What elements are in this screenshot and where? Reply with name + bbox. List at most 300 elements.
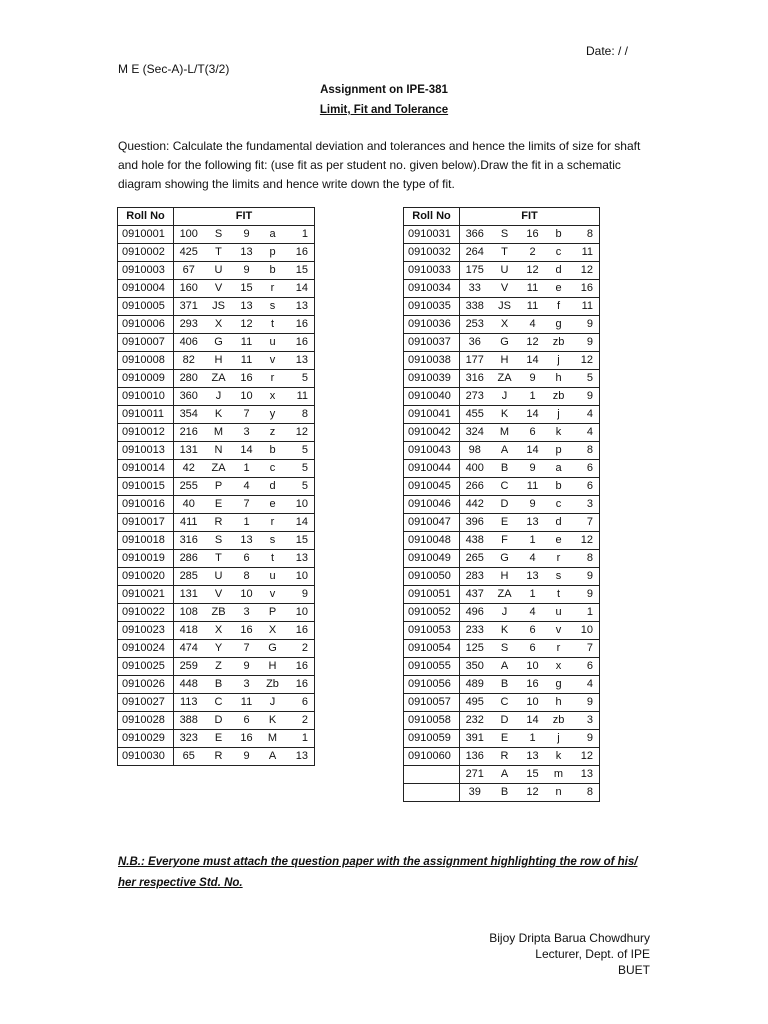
basic-size-cell: 283 — [460, 568, 490, 586]
hole-grade-cell: 12 — [234, 316, 260, 334]
table-row — [118, 280, 315, 298]
basic-size-cell: 425 — [174, 244, 204, 262]
shaft-grade-cell: 8 — [572, 442, 600, 460]
shaft-grade-cell: 5 — [286, 370, 315, 388]
basic-size-cell: 350 — [460, 658, 490, 676]
shaft-letter-cell: g — [546, 676, 572, 694]
roll-no-cell: 0910007 — [118, 334, 174, 352]
shaft-grade-cell: 4 — [572, 424, 600, 442]
shaft-grade-cell: 3 — [572, 712, 600, 730]
roll-no-cell: 0910025 — [118, 658, 174, 676]
roll-no-cell: 0910040 — [404, 388, 460, 406]
hole-grade-cell: 10 — [520, 694, 546, 712]
table-row — [404, 658, 600, 676]
shaft-grade-cell: 10 — [286, 496, 315, 514]
hole-letter-cell: J — [490, 388, 520, 406]
hole-letter-cell: A — [490, 766, 520, 784]
hole-grade-cell: 10 — [234, 586, 260, 604]
table-row — [118, 496, 315, 514]
shaft-letter-cell: e — [260, 496, 286, 514]
table-row — [118, 568, 315, 586]
hole-grade-cell: 2 — [520, 244, 546, 262]
hole-grade-cell: 12 — [520, 334, 546, 352]
roll-no-cell: 0910001 — [118, 226, 174, 244]
basic-size-cell: 125 — [460, 640, 490, 658]
hole-letter-cell: B — [204, 676, 234, 694]
shaft-grade-cell: 6 — [572, 658, 600, 676]
basic-size-cell: 232 — [460, 712, 490, 730]
table-row — [118, 352, 315, 370]
basic-size-cell: 131 — [174, 442, 204, 460]
shaft-letter-cell: r — [260, 370, 286, 388]
basic-size-cell: 160 — [174, 280, 204, 298]
basic-size-cell: 113 — [174, 694, 204, 712]
hole-letter-cell: J — [490, 604, 520, 622]
shaft-letter-cell: f — [546, 298, 572, 316]
roll-no-cell: 0910043 — [404, 442, 460, 460]
shaft-grade-cell: 9 — [572, 694, 600, 712]
hole-letter-cell: U — [490, 262, 520, 280]
hole-letter-cell: B — [490, 460, 520, 478]
shaft-grade-cell: 11 — [572, 298, 600, 316]
table-row — [118, 262, 315, 280]
shaft-letter-cell: e — [546, 532, 572, 550]
roll-no-cell: 0910038 — [404, 352, 460, 370]
basic-size-cell: 233 — [460, 622, 490, 640]
shaft-letter-cell: x — [546, 658, 572, 676]
table-row — [118, 442, 315, 460]
roll-no-cell: 0910005 — [118, 298, 174, 316]
roll-no-cell: 0910014 — [118, 460, 174, 478]
hole-letter-cell: R — [204, 514, 234, 532]
hole-letter-cell: C — [490, 694, 520, 712]
shaft-letter-cell: Zb — [260, 676, 286, 694]
roll-no-cell: 0910060 — [404, 748, 460, 766]
hole-grade-cell: 11 — [520, 298, 546, 316]
hole-letter-cell: F — [490, 532, 520, 550]
hole-grade-cell: 15 — [520, 766, 546, 784]
shaft-grade-cell: 4 — [572, 676, 600, 694]
basic-size-cell: 371 — [174, 298, 204, 316]
hole-letter-cell: A — [490, 658, 520, 676]
basic-size-cell: 42 — [174, 460, 204, 478]
hole-grade-cell: 11 — [234, 352, 260, 370]
table-row — [404, 604, 600, 622]
shaft-letter-cell: c — [260, 460, 286, 478]
hole-letter-cell: V — [204, 280, 234, 298]
table-row — [404, 676, 600, 694]
roll-no-cell: 0910019 — [118, 550, 174, 568]
subtitle-text: Limit, Fit and Tolerance — [319, 104, 449, 116]
note — [118, 852, 653, 894]
hole-grade-cell: 3 — [234, 424, 260, 442]
shaft-grade-cell: 9 — [572, 730, 600, 748]
table-row — [404, 406, 600, 424]
shaft-grade-cell: 2 — [286, 640, 315, 658]
shaft-grade-cell: 8 — [286, 406, 315, 424]
hole-grade-cell: 9 — [234, 226, 260, 244]
shaft-grade-cell: 13 — [572, 766, 600, 784]
roll-no-cell: 0910035 — [404, 298, 460, 316]
hole-grade-cell: 6 — [520, 640, 546, 658]
basic-size-cell: 354 — [174, 406, 204, 424]
shaft-letter-cell: j — [546, 352, 572, 370]
basic-size-cell: 33 — [460, 280, 490, 298]
shaft-grade-cell: 11 — [286, 388, 315, 406]
shaft-letter-cell: z — [260, 424, 286, 442]
shaft-letter-cell: k — [546, 424, 572, 442]
hole-letter-cell: R — [490, 748, 520, 766]
hole-letter-cell: D — [490, 496, 520, 514]
hole-letter-cell: G — [490, 334, 520, 352]
roll-no-cell: 0910056 — [404, 676, 460, 694]
basic-size-cell: 39 — [460, 784, 490, 802]
table-row — [404, 370, 600, 388]
hole-letter-cell: Y — [204, 640, 234, 658]
table-row — [404, 280, 600, 298]
signature-institution: BUET — [617, 963, 650, 977]
hole-letter-cell: E — [490, 514, 520, 532]
basic-size-cell: 411 — [174, 514, 204, 532]
basic-size-cell: 82 — [174, 352, 204, 370]
basic-size-cell: 316 — [174, 532, 204, 550]
hole-grade-cell: 13 — [234, 298, 260, 316]
basic-size-cell: 438 — [460, 532, 490, 550]
roll-no-cell: 0910020 — [118, 568, 174, 586]
roll-no-cell: 0910045 — [404, 478, 460, 496]
hole-grade-cell: 16 — [520, 226, 546, 244]
roll-no-cell: 0910021 — [118, 586, 174, 604]
shaft-letter-cell: J — [260, 694, 286, 712]
shaft-grade-cell: 5 — [286, 442, 315, 460]
hole-grade-cell: 10 — [234, 388, 260, 406]
hole-letter-cell: JS — [490, 298, 520, 316]
hole-letter-cell: T — [204, 244, 234, 262]
hole-grade-cell: 7 — [234, 496, 260, 514]
hole-letter-cell: JS — [204, 298, 234, 316]
table-row — [404, 460, 600, 478]
hole-grade-cell: 11 — [234, 694, 260, 712]
basic-size-cell: 448 — [174, 676, 204, 694]
shaft-grade-cell: 8 — [572, 550, 600, 568]
roll-no-cell: 0910050 — [404, 568, 460, 586]
shaft-letter-cell: v — [260, 352, 286, 370]
hole-letter-cell: S — [204, 226, 234, 244]
shaft-grade-cell: 6 — [572, 460, 600, 478]
basic-size-cell: 98 — [460, 442, 490, 460]
roll-no-cell: 0910027 — [118, 694, 174, 712]
shaft-letter-cell: j — [546, 730, 572, 748]
table-row — [404, 388, 600, 406]
hole-grade-cell: 14 — [520, 352, 546, 370]
shaft-letter-cell: b — [260, 262, 286, 280]
basic-size-cell: 496 — [460, 604, 490, 622]
table-row — [118, 532, 315, 550]
basic-size-cell: 286 — [174, 550, 204, 568]
hole-grade-cell: 11 — [520, 280, 546, 298]
basic-size-cell: 400 — [460, 460, 490, 478]
roll-no-cell: 0910024 — [118, 640, 174, 658]
hole-grade-cell: 16 — [520, 676, 546, 694]
hole-grade-cell: 9 — [234, 658, 260, 676]
shaft-letter-cell: t — [546, 586, 572, 604]
roll-no-cell: 0910059 — [404, 730, 460, 748]
shaft-grade-cell: 16 — [572, 280, 600, 298]
shaft-letter-cell: m — [546, 766, 572, 784]
shaft-grade-cell: 1 — [572, 604, 600, 622]
roll-no-cell: 0910029 — [118, 730, 174, 748]
shaft-letter-cell: g — [546, 316, 572, 334]
shaft-grade-cell: 13 — [286, 550, 315, 568]
roll-no-cell: 0910008 — [118, 352, 174, 370]
hole-letter-cell: ZA — [490, 370, 520, 388]
roll-no-cell: 0910004 — [118, 280, 174, 298]
table-row — [404, 550, 600, 568]
hole-letter-cell: S — [490, 640, 520, 658]
shaft-grade-cell: 9 — [572, 586, 600, 604]
hole-letter-cell: ZB — [204, 604, 234, 622]
basic-size-cell: 391 — [460, 730, 490, 748]
hole-grade-cell: 14 — [234, 442, 260, 460]
shaft-letter-cell: r — [260, 280, 286, 298]
roll-no-cell: 0910031 — [404, 226, 460, 244]
roll-no-cell: 0910022 — [118, 604, 174, 622]
hole-grade-cell: 6 — [520, 622, 546, 640]
table-row — [404, 352, 600, 370]
shaft-letter-cell: v — [546, 622, 572, 640]
shaft-letter-cell: h — [546, 694, 572, 712]
basic-size-cell: 273 — [460, 388, 490, 406]
hole-letter-cell: J — [204, 388, 234, 406]
roll-no-cell: 0910047 — [404, 514, 460, 532]
table-row — [404, 298, 600, 316]
table-row — [404, 478, 600, 496]
basic-size-cell: 67 — [174, 262, 204, 280]
shaft-letter-cell: y — [260, 406, 286, 424]
fit-header: FIT — [174, 208, 315, 226]
table-row — [404, 712, 600, 730]
hole-letter-cell: K — [204, 406, 234, 424]
hole-letter-cell: P — [204, 478, 234, 496]
roll-no-cell: 0910044 — [404, 460, 460, 478]
shaft-letter-cell: r — [260, 514, 286, 532]
hole-letter-cell: E — [204, 496, 234, 514]
assignment-title: Assignment on IPE-381 — [320, 84, 448, 96]
hole-grade-cell: 1 — [520, 388, 546, 406]
hole-grade-cell: 8 — [234, 568, 260, 586]
roll-no-cell — [404, 784, 460, 802]
hole-letter-cell: K — [490, 406, 520, 424]
basic-size-cell: 65 — [174, 748, 204, 766]
hole-letter-cell: D — [204, 712, 234, 730]
roll-no-cell: 0910051 — [404, 586, 460, 604]
fit-table-right — [403, 207, 600, 802]
shaft-letter-cell: s — [546, 568, 572, 586]
shaft-grade-cell: 3 — [572, 496, 600, 514]
basic-size-cell: 271 — [460, 766, 490, 784]
hole-letter-cell: N — [204, 442, 234, 460]
roll-no-cell: 0910034 — [404, 280, 460, 298]
shaft-grade-cell: 6 — [286, 694, 315, 712]
table-row — [404, 244, 600, 262]
hole-letter-cell: V — [204, 586, 234, 604]
roll-no-cell: 0910055 — [404, 658, 460, 676]
assignment-subtitle — [0, 104, 768, 116]
shaft-grade-cell: 8 — [572, 784, 600, 802]
roll-no-cell — [404, 766, 460, 784]
table-row — [118, 388, 315, 406]
hole-letter-cell: S — [490, 226, 520, 244]
shaft-grade-cell: 2 — [286, 712, 315, 730]
table-row — [404, 262, 600, 280]
hole-grade-cell: 10 — [520, 658, 546, 676]
basic-size-cell: 442 — [460, 496, 490, 514]
table-row — [404, 532, 600, 550]
table-row — [404, 622, 600, 640]
shaft-letter-cell: K — [260, 712, 286, 730]
shaft-grade-cell: 9 — [572, 316, 600, 334]
hole-grade-cell: 1 — [520, 532, 546, 550]
table-row — [404, 316, 600, 334]
shaft-letter-cell: M — [260, 730, 286, 748]
hole-grade-cell: 15 — [234, 280, 260, 298]
shaft-letter-cell: u — [546, 604, 572, 622]
basic-size-cell: 316 — [460, 370, 490, 388]
hole-letter-cell: G — [490, 550, 520, 568]
signature-block — [489, 930, 650, 978]
fit-header: FIT — [460, 208, 600, 226]
table-row — [118, 406, 315, 424]
table-row — [118, 730, 315, 748]
hole-letter-cell: ZA — [490, 586, 520, 604]
hole-grade-cell: 11 — [520, 478, 546, 496]
table-row — [404, 640, 600, 658]
table-row — [118, 298, 315, 316]
roll-no-cell: 0910028 — [118, 712, 174, 730]
shaft-letter-cell: j — [546, 406, 572, 424]
shaft-letter-cell: G — [260, 640, 286, 658]
hole-letter-cell: X — [490, 316, 520, 334]
shaft-grade-cell: 12 — [572, 532, 600, 550]
shaft-grade-cell: 6 — [572, 478, 600, 496]
hole-letter-cell: D — [490, 712, 520, 730]
shaft-grade-cell: 16 — [286, 658, 315, 676]
table-header-row — [404, 208, 600, 226]
table-row — [404, 730, 600, 748]
table-row — [118, 658, 315, 676]
shaft-letter-cell: u — [260, 568, 286, 586]
hole-letter-cell: E — [490, 730, 520, 748]
roll-no-cell: 0910011 — [118, 406, 174, 424]
hole-grade-cell: 9 — [520, 460, 546, 478]
basic-size-cell: 36 — [460, 334, 490, 352]
roll-no-cell: 0910042 — [404, 424, 460, 442]
shaft-grade-cell: 7 — [572, 640, 600, 658]
roll-no-cell: 0910006 — [118, 316, 174, 334]
shaft-letter-cell: zb — [546, 712, 572, 730]
table-row — [118, 712, 315, 730]
basic-size-cell: 324 — [460, 424, 490, 442]
shaft-grade-cell: 12 — [572, 352, 600, 370]
hole-grade-cell: 13 — [520, 748, 546, 766]
hole-grade-cell: 12 — [520, 262, 546, 280]
shaft-letter-cell: s — [260, 532, 286, 550]
basic-size-cell: 40 — [174, 496, 204, 514]
roll-no-cell: 0910032 — [404, 244, 460, 262]
basic-size-cell: 388 — [174, 712, 204, 730]
shaft-grade-cell: 16 — [286, 316, 315, 334]
hole-grade-cell: 4 — [520, 316, 546, 334]
table-row — [118, 334, 315, 352]
table-row — [118, 604, 315, 622]
shaft-letter-cell: X — [260, 622, 286, 640]
shaft-letter-cell: t — [260, 316, 286, 334]
hole-grade-cell: 11 — [234, 334, 260, 352]
table-row — [118, 244, 315, 262]
roll-no-cell: 0910033 — [404, 262, 460, 280]
hole-grade-cell: 4 — [520, 550, 546, 568]
table-row — [404, 586, 600, 604]
basic-size-cell: 323 — [174, 730, 204, 748]
basic-size-cell: 418 — [174, 622, 204, 640]
roll-no-header: Roll No — [404, 208, 460, 226]
hole-letter-cell: ZA — [204, 460, 234, 478]
shaft-grade-cell: 15 — [286, 262, 315, 280]
hole-grade-cell: 1 — [234, 514, 260, 532]
roll-no-cell: 0910039 — [404, 370, 460, 388]
hole-grade-cell: 14 — [520, 442, 546, 460]
roll-no-cell: 0910012 — [118, 424, 174, 442]
basic-size-cell: 136 — [460, 748, 490, 766]
hole-grade-cell: 9 — [234, 262, 260, 280]
hole-letter-cell: B — [490, 676, 520, 694]
shaft-letter-cell: H — [260, 658, 286, 676]
hole-letter-cell: Z — [204, 658, 234, 676]
hole-letter-cell: M — [490, 424, 520, 442]
roll-no-header: Roll No — [118, 208, 174, 226]
shaft-grade-cell: 5 — [286, 478, 315, 496]
shaft-letter-cell: d — [260, 478, 286, 496]
table-row — [118, 424, 315, 442]
hole-grade-cell: 16 — [234, 622, 260, 640]
shaft-letter-cell: x — [260, 388, 286, 406]
shaft-letter-cell: r — [546, 640, 572, 658]
shaft-grade-cell: 9 — [572, 388, 600, 406]
hole-letter-cell: X — [204, 316, 234, 334]
course-section: M E (Sec-A)-L/T(3/2) — [118, 62, 230, 76]
basic-size-cell: 177 — [460, 352, 490, 370]
hole-letter-cell: H — [204, 352, 234, 370]
basic-size-cell: 100 — [174, 226, 204, 244]
shaft-letter-cell: zb — [546, 334, 572, 352]
shaft-grade-cell: 13 — [286, 352, 315, 370]
roll-no-cell: 0910049 — [404, 550, 460, 568]
hole-letter-cell: V — [490, 280, 520, 298]
basic-size-cell: 216 — [174, 424, 204, 442]
hole-grade-cell: 13 — [520, 514, 546, 532]
shaft-letter-cell: d — [546, 514, 572, 532]
roll-no-cell: 0910052 — [404, 604, 460, 622]
shaft-letter-cell: k — [546, 748, 572, 766]
shaft-letter-cell: p — [260, 244, 286, 262]
roll-no-cell: 0910058 — [404, 712, 460, 730]
roll-no-cell: 0910048 — [404, 532, 460, 550]
shaft-grade-cell: 14 — [286, 514, 315, 532]
shaft-letter-cell: d — [546, 262, 572, 280]
hole-grade-cell: 9 — [234, 748, 260, 766]
table-row — [404, 514, 600, 532]
table-row — [404, 424, 600, 442]
